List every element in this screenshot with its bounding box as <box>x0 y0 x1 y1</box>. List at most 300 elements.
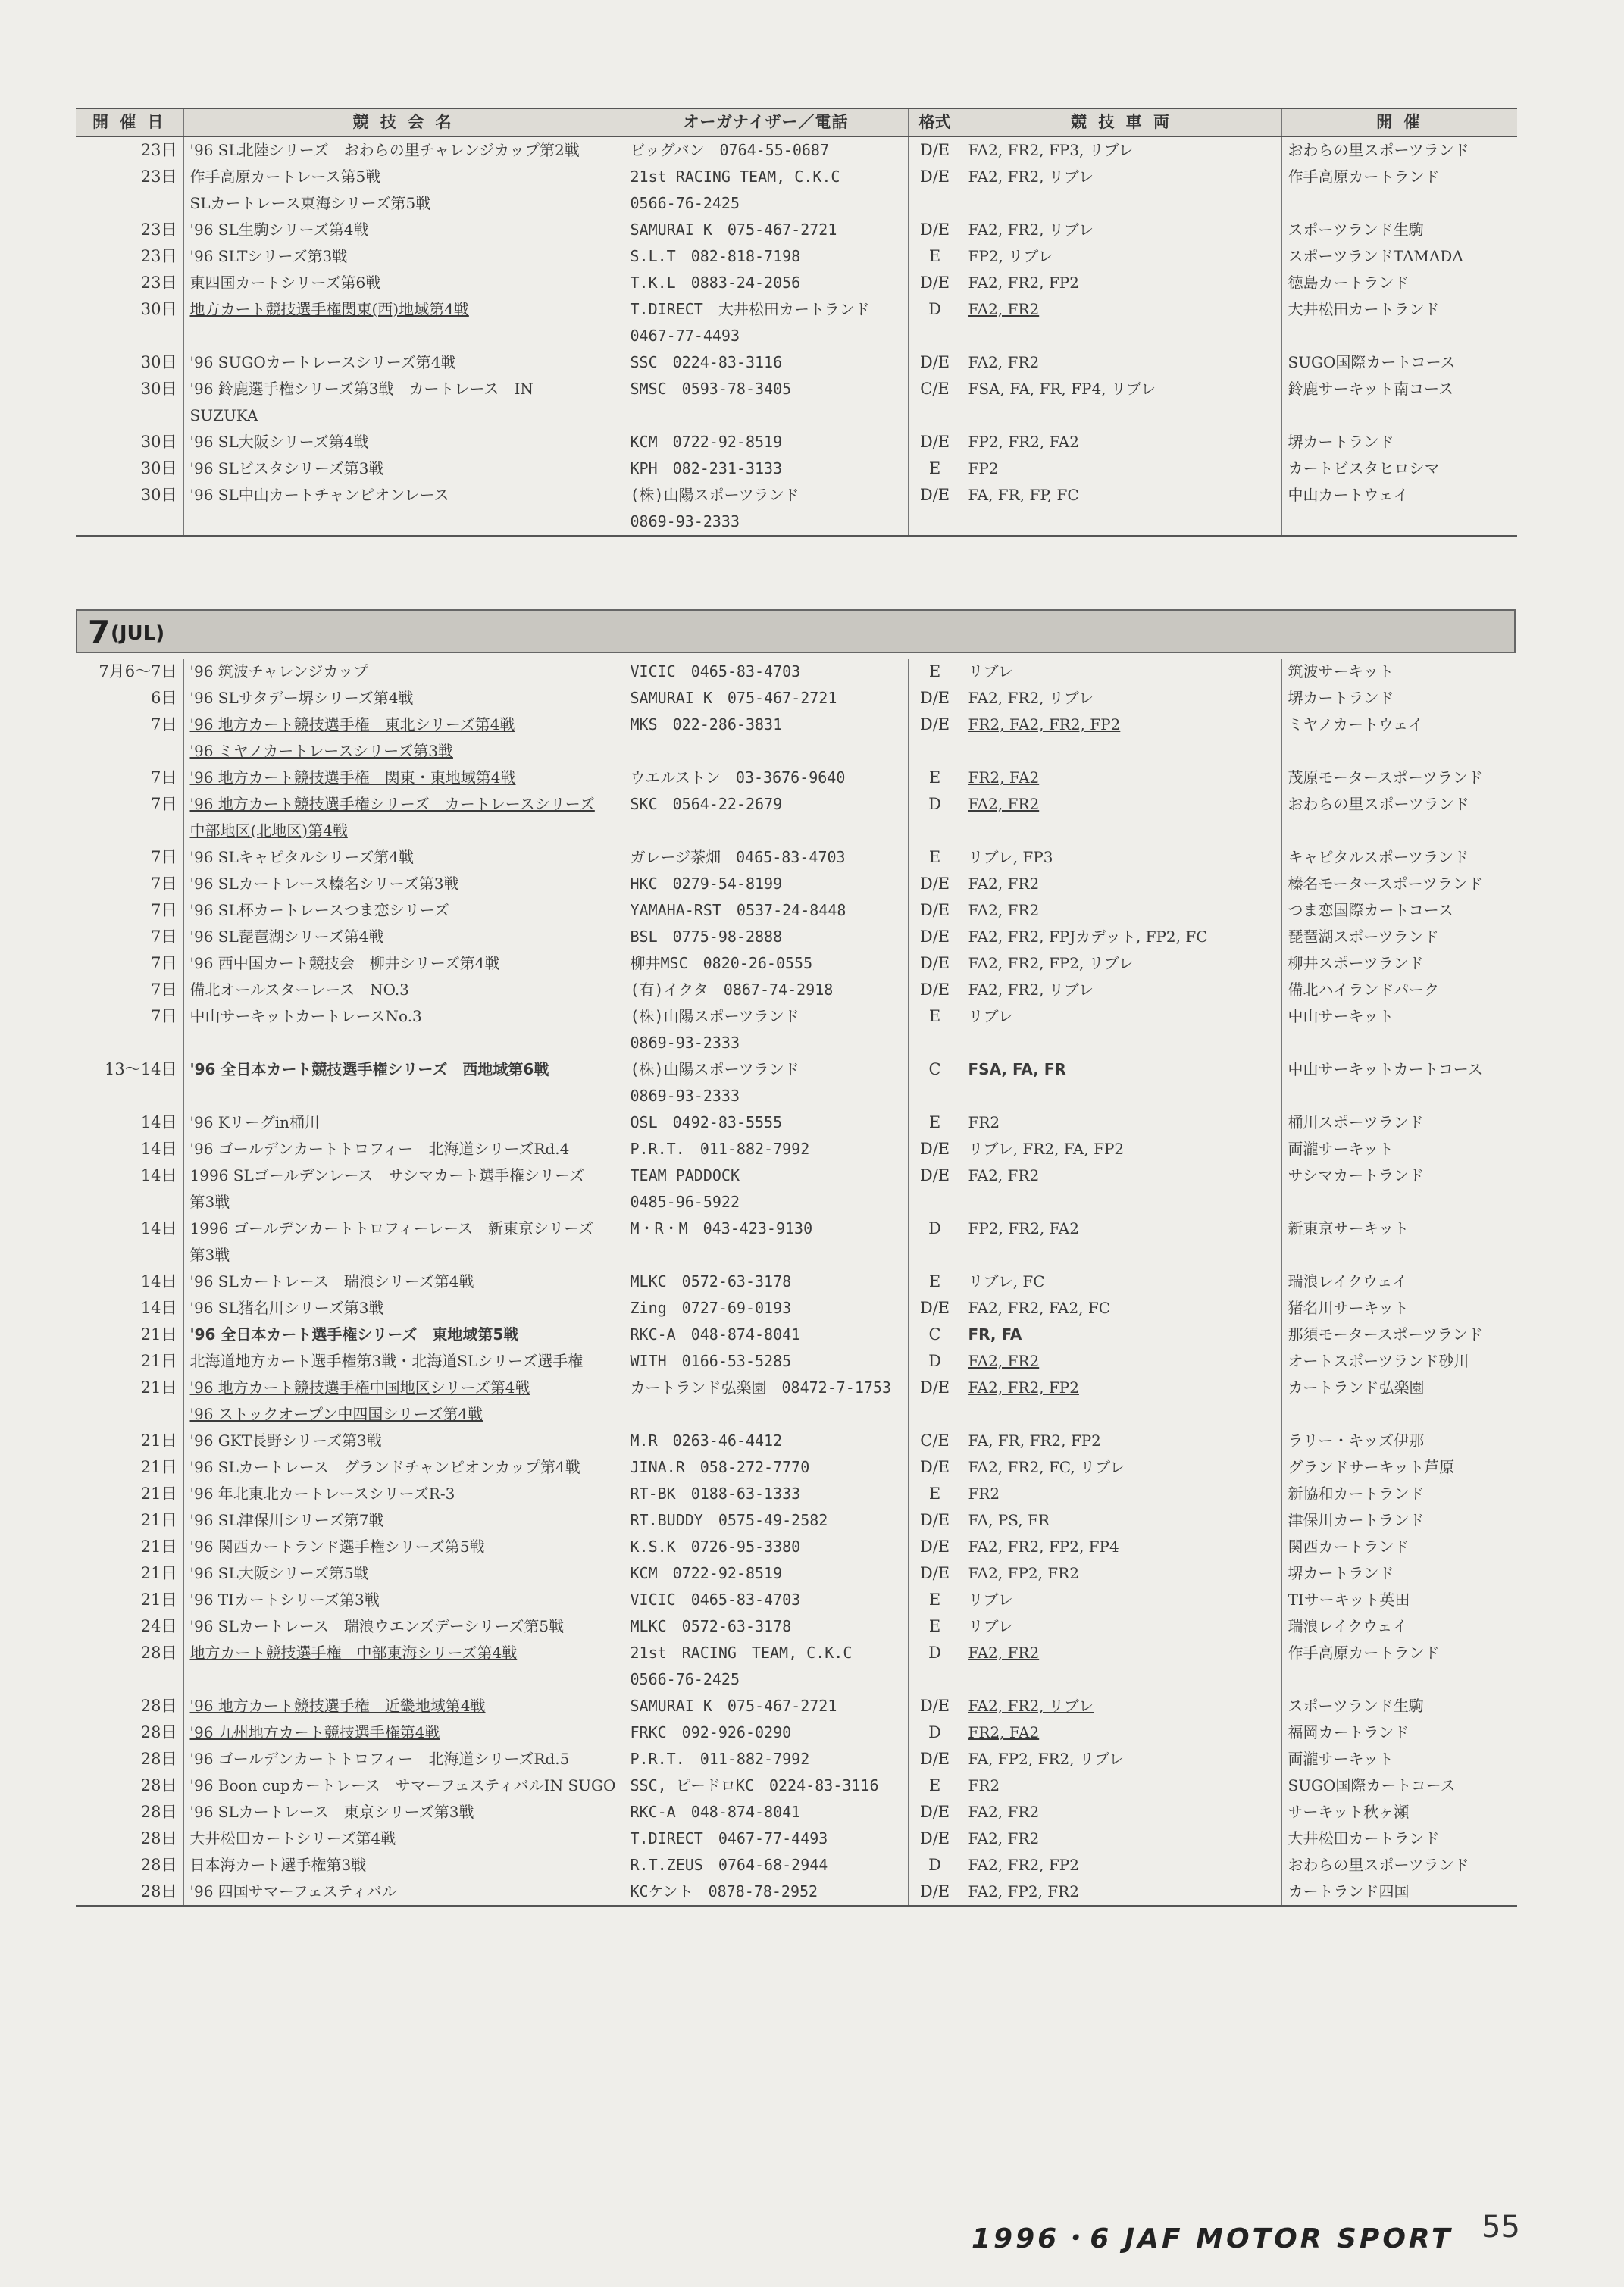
header-category: 競 技 車 両 <box>962 108 1281 136</box>
event-format: D/E <box>908 1746 962 1772</box>
table-row <box>76 1613 1517 1640</box>
event-date: 7日 <box>151 1007 177 1025</box>
table-row <box>76 1719 1517 1746</box>
month-tag: (JUL) <box>111 622 165 645</box>
table-row <box>76 1481 1517 1507</box>
event-venue: SUGO国際カートコース <box>1281 349 1517 376</box>
event-format: D/E <box>908 924 962 950</box>
vehicle-class: FA2, FR2 <box>962 349 1281 376</box>
event-venue <box>1281 1401 1517 1428</box>
organizer-phone: P.R.T. 011-882-7992 <box>624 1746 908 1772</box>
event-name: '96 SL琵琶湖シリーズ第4戦 <box>183 924 624 950</box>
event-name: '96 鈴鹿選手権シリーズ第3戦 カートレース IN <box>183 376 624 402</box>
table-row <box>76 1083 1517 1109</box>
event-format <box>908 1189 962 1215</box>
event-date: 21日 <box>140 1564 177 1582</box>
organizer-phone: WITH 0166-53-5285 <box>624 1348 908 1375</box>
event-venue: オートスポーツランド砂川 <box>1281 1348 1517 1375</box>
event-venue: 茂原モータースポーツランド <box>1281 765 1517 791</box>
event-venue: 瑞浪レイクウェイ <box>1281 1269 1517 1295</box>
event-format: E <box>908 1772 962 1799</box>
event-venue <box>1281 1083 1517 1109</box>
event-venue <box>1281 1242 1517 1269</box>
event-date <box>76 1401 183 1428</box>
event-format: D/E <box>908 1375 962 1401</box>
table-row <box>76 1772 1517 1799</box>
event-date: 28日 <box>140 1644 177 1662</box>
event-venue: スポーツランドTAMADA <box>1281 243 1517 270</box>
table-row <box>76 1189 1517 1215</box>
table-row <box>76 455 1517 482</box>
event-date: 13～14日 <box>105 1060 177 1078</box>
organizer-phone <box>624 402 908 429</box>
event-format: D/E <box>908 349 962 376</box>
event-name: '96 九州地方カート競技選手権第4戦 <box>183 1719 624 1746</box>
event-name: '96 SL猪名川シリーズ第3戦 <box>183 1295 624 1322</box>
vehicle-class: FSA, FA, FR <box>962 1056 1281 1083</box>
event-date: 23日 <box>140 221 177 239</box>
table-row <box>76 1348 1517 1375</box>
event-venue: 榛名モータースポーツランド <box>1281 871 1517 897</box>
event-venue: おわらの里スポーツランド <box>1281 136 1517 164</box>
table-row <box>76 323 1517 349</box>
event-format: D/E <box>908 1693 962 1719</box>
organizer-phone <box>624 1401 908 1428</box>
organizer-phone: FRKC 092-926-0290 <box>624 1719 908 1746</box>
table-row <box>76 1375 1517 1401</box>
vehicle-class: FA2, FP2, FR2 <box>962 1879 1281 1906</box>
event-format: D/E <box>908 429 962 455</box>
header-date: 開 催 日 <box>76 108 183 136</box>
event-format: D/E <box>908 217 962 243</box>
event-format <box>908 402 962 429</box>
event-name: '96 SL津保川シリーズ第7戦 <box>183 1507 624 1534</box>
table-row <box>76 1162 1517 1189</box>
table-row <box>76 376 1517 402</box>
event-name <box>183 1030 624 1056</box>
event-name: '96 関西カートランド選手権シリーズ第5戦 <box>183 1534 624 1560</box>
event-name: '96 GKT長野シリーズ第3戦 <box>183 1428 624 1454</box>
event-venue: ラリー・キッズ伊那 <box>1281 1428 1517 1454</box>
vehicle-class <box>962 402 1281 429</box>
event-date: 30日 <box>140 380 177 398</box>
vehicle-class: FA2, FR2, FP2, リブレ <box>962 950 1281 977</box>
event-format: D/E <box>908 897 962 924</box>
organizer-phone: SKC 0564-22-2679 <box>624 791 908 818</box>
organizer-phone: SSC, ピードロKC 0224-83-3116 <box>624 1772 908 1799</box>
event-venue: 関西カートランド <box>1281 1534 1517 1560</box>
table-row <box>76 1560 1517 1587</box>
event-name <box>183 508 624 536</box>
event-date: 21日 <box>140 1511 177 1529</box>
organizer-phone: 0566-76-2425 <box>624 190 908 217</box>
event-date <box>76 1666 183 1693</box>
event-date <box>76 323 183 349</box>
vehicle-class <box>962 1030 1281 1056</box>
event-date <box>76 1030 183 1056</box>
table-row <box>76 1295 1517 1322</box>
event-venue: 瑞浪レイクウェイ <box>1281 1613 1517 1640</box>
event-format <box>908 1083 962 1109</box>
vehicle-class <box>962 508 1281 536</box>
vehicle-class <box>962 190 1281 217</box>
vehicle-class: FR2, FA2, FR2, FP2 <box>962 712 1281 738</box>
event-date: 14日 <box>140 1272 177 1291</box>
organizer-phone: YAMAHA-RST 0537-24-8448 <box>624 897 908 924</box>
event-venue: 柳井スポーツランド <box>1281 950 1517 977</box>
table-row <box>76 1401 1517 1428</box>
event-format: D <box>908 1852 962 1879</box>
table-row <box>76 844 1517 871</box>
event-format <box>908 1666 962 1693</box>
table-row <box>76 1056 1517 1083</box>
table-row <box>76 791 1517 818</box>
organizer-phone: KCM 0722-92-8519 <box>624 1560 908 1587</box>
vehicle-class: リブレ, FP3 <box>962 844 1281 871</box>
event-format: D/E <box>908 482 962 508</box>
table-row <box>76 243 1517 270</box>
event-name: 第3戦 <box>183 1242 624 1269</box>
organizer-phone: RT.BUDDY 0575-49-2582 <box>624 1507 908 1534</box>
event-date <box>76 738 183 765</box>
vehicle-class: FA2, FR2 <box>962 1640 1281 1666</box>
vehicle-class <box>962 1666 1281 1693</box>
event-name: '96 SLカートレース 瑞浪ウエンズデーシリーズ第5戦 <box>183 1613 624 1640</box>
organizer-phone <box>624 818 908 844</box>
table-row <box>76 765 1517 791</box>
event-name: '96 SL中山カートチャンピオンレース <box>183 482 624 508</box>
event-name: '96 ストックオープン中四国シリーズ第4戦 <box>183 1401 624 1428</box>
event-venue: 堺カートランド <box>1281 685 1517 712</box>
july-rows <box>76 659 1517 1906</box>
vehicle-class: FSA, FA, FR, FP4, リブレ <box>962 376 1281 402</box>
vehicle-class: FA2, FR2, FPJカデット, FP2, FC <box>962 924 1281 950</box>
event-date: 28日 <box>140 1723 177 1741</box>
event-name: '96 SLカートレース 瑞浪シリーズ第4戦 <box>183 1269 624 1295</box>
event-date: 28日 <box>140 1856 177 1874</box>
event-name: 日本海カート選手権第3戦 <box>183 1852 624 1879</box>
event-venue: 堺カートランド <box>1281 1560 1517 1587</box>
table-row <box>76 136 1517 164</box>
table-row <box>76 349 1517 376</box>
organizer-phone: 0566-76-2425 <box>624 1666 908 1693</box>
event-name: 1996 SLゴールデンレース サシマカート選手権シリーズ <box>183 1162 624 1189</box>
organizer-phone: 0869-93-2333 <box>624 1030 908 1056</box>
vehicle-class: FA2, FR2 <box>962 296 1281 323</box>
event-format <box>908 508 962 536</box>
event-date: 6日 <box>151 689 177 707</box>
event-date: 21日 <box>140 1538 177 1556</box>
event-date: 7日 <box>151 928 177 946</box>
event-format: D <box>908 791 962 818</box>
event-date: 23日 <box>140 247 177 265</box>
organizer-phone: 柳井MSC 0820-26-0555 <box>624 950 908 977</box>
vehicle-class: FR, FA <box>962 1322 1281 1348</box>
event-format: E <box>908 1481 962 1507</box>
organizer-phone: KCM 0722-92-8519 <box>624 429 908 455</box>
organizer-phone: R.T.ZEUS 0764-68-2944 <box>624 1852 908 1879</box>
event-format: C <box>908 1322 962 1348</box>
event-format: D/E <box>908 1454 962 1481</box>
header-venue: 開 催 <box>1281 108 1517 136</box>
event-date <box>76 818 183 844</box>
event-name: SLカートレース東海シリーズ第5戦 <box>183 190 624 217</box>
event-venue: 両瀧サーキット <box>1281 1746 1517 1772</box>
table-row <box>76 1136 1517 1162</box>
event-name: 中部地区(北地区)第4戦 <box>183 818 624 844</box>
event-name: 第3戦 <box>183 1189 624 1215</box>
event-name: '96 Boon cupカートレース サマーフェスティバルIN SUGO <box>183 1772 624 1799</box>
event-venue: SUGO国際カートコース <box>1281 1772 1517 1799</box>
organizer-phone: OSL 0492-83-5555 <box>624 1109 908 1136</box>
event-venue: 福岡カートランド <box>1281 1719 1517 1746</box>
month-number: 7 <box>88 614 111 651</box>
organizer-phone: SMSC 0593-78-3405 <box>624 376 908 402</box>
organizer-phone <box>624 1242 908 1269</box>
header-organizer: オーガナイザー／電話 <box>624 108 908 136</box>
magazine-footer-title: 1996・6 JAF MOTOR SPORT <box>972 2223 1453 2254</box>
event-venue <box>1281 323 1517 349</box>
event-format: E <box>908 844 962 871</box>
event-venue: おわらの里スポーツランド <box>1281 1852 1517 1879</box>
table-row <box>76 1879 1517 1906</box>
organizer-phone: ガレージ茶畑 0465-83-4703 <box>624 844 908 871</box>
event-name: '96 SLサタデー堺シリーズ第4戦 <box>183 685 624 712</box>
organizer-phone: VICIC 0465-83-4703 <box>624 1587 908 1613</box>
table-row <box>76 1428 1517 1454</box>
event-venue: スポーツランド生駒 <box>1281 217 1517 243</box>
event-venue <box>1281 818 1517 844</box>
vehicle-class: FR2 <box>962 1109 1281 1136</box>
table-row <box>76 1587 1517 1613</box>
event-name <box>183 1083 624 1109</box>
event-date: 7日 <box>151 981 177 999</box>
organizer-phone: BSL 0775-98-2888 <box>624 924 908 950</box>
event-format: E <box>908 765 962 791</box>
month-banner <box>76 609 1516 653</box>
organizer-phone: SAMURAI K 075-467-2721 <box>624 217 908 243</box>
table-row <box>76 1852 1517 1879</box>
vehicle-class: FP2, FR2, FA2 <box>962 429 1281 455</box>
vehicle-class: FA2, FR2, FP2 <box>962 1852 1281 1879</box>
event-name: '96 ミヤノカートレースシリーズ第3戦 <box>183 738 624 765</box>
event-venue: 作手高原カートランド <box>1281 1640 1517 1666</box>
event-date: 30日 <box>140 353 177 371</box>
june-rows <box>76 136 1517 536</box>
organizer-phone: カートランド弘楽園 08472-7-1753 <box>624 1375 908 1401</box>
table-row <box>76 1322 1517 1348</box>
event-name: '96 地方カート競技選手権 東北シリーズ第4戦 <box>183 712 624 738</box>
organizer-phone: RT-BK 0188-63-1333 <box>624 1481 908 1507</box>
organizer-phone: 0869-93-2333 <box>624 508 908 536</box>
event-date <box>76 190 183 217</box>
table-row <box>76 1109 1517 1136</box>
event-format <box>908 818 962 844</box>
event-date: 7日 <box>151 848 177 866</box>
event-date: 28日 <box>140 1697 177 1715</box>
event-name: '96 SLカートレース 東京シリーズ第3戦 <box>183 1799 624 1826</box>
organizer-phone: MKS 022-286-3831 <box>624 712 908 738</box>
organizer-phone: 0869-93-2333 <box>624 1083 908 1109</box>
vehicle-class: FA2, FR2, リブレ <box>962 164 1281 190</box>
vehicle-class <box>962 1401 1281 1428</box>
table-row <box>76 1454 1517 1481</box>
event-date: 21日 <box>140 1431 177 1450</box>
organizer-phone: T.K.L 0883-24-2056 <box>624 270 908 296</box>
event-date: 7日 <box>151 954 177 972</box>
event-date: 21日 <box>140 1591 177 1609</box>
event-name: '96 筑波チャレンジカップ <box>183 659 624 685</box>
event-name: '96 四国サマーフェスティバル <box>183 1879 624 1906</box>
table-row <box>76 217 1517 243</box>
organizer-phone: ウエルストン 03-3676-9640 <box>624 765 908 791</box>
organizer-phone: ビッグバン 0764-55-0687 <box>624 136 908 164</box>
event-venue: サシマカートランド <box>1281 1162 1517 1189</box>
june-schedule-table <box>76 108 1517 537</box>
organizer-phone: M・R・M 043-423-9130 <box>624 1215 908 1242</box>
organizer-phone: (株)山陽スポーツランド <box>624 1056 908 1083</box>
organizer-phone: M.R 0263-46-4412 <box>624 1428 908 1454</box>
vehicle-class: リブレ <box>962 1613 1281 1640</box>
table-row <box>76 1666 1517 1693</box>
vehicle-class: FA2, FR2, リブレ <box>962 217 1281 243</box>
vehicle-class: FA2, FR2, FC, リブレ <box>962 1454 1281 1481</box>
vehicle-class: FA2, FR2 <box>962 871 1281 897</box>
event-name: '96 年北東北カートレースシリーズR-3 <box>183 1481 624 1507</box>
event-date: 21日 <box>140 1485 177 1503</box>
table-row <box>76 1746 1517 1772</box>
table-row <box>76 738 1517 765</box>
event-name: '96 SL生駒シリーズ第4戦 <box>183 217 624 243</box>
vehicle-class <box>962 323 1281 349</box>
event-venue <box>1281 190 1517 217</box>
event-name <box>183 1666 624 1693</box>
event-venue: 中山サーキット <box>1281 1003 1517 1030</box>
event-venue: 備北ハイランドパーク <box>1281 977 1517 1003</box>
vehicle-class <box>962 818 1281 844</box>
event-venue: 新協和カートランド <box>1281 1481 1517 1507</box>
organizer-phone: KPH 082-231-3133 <box>624 455 908 482</box>
table-row <box>76 1534 1517 1560</box>
event-format: E <box>908 1587 962 1613</box>
vehicle-class: FA2, FR2 <box>962 1799 1281 1826</box>
vehicle-class: FA2, FR2 <box>962 791 1281 818</box>
event-name: '96 SLキャピタルシリーズ第4戦 <box>183 844 624 871</box>
organizer-phone: 0485-96-5922 <box>624 1189 908 1215</box>
event-format: C/E <box>908 1428 962 1454</box>
event-venue: 猪名川サーキット <box>1281 1295 1517 1322</box>
event-name: '96 全日本カート選手権シリーズ 東地域第5戦 <box>183 1322 624 1348</box>
table-row <box>76 897 1517 924</box>
event-name <box>183 323 624 349</box>
event-venue: グランドサーキット芦原 <box>1281 1454 1517 1481</box>
event-date: 14日 <box>140 1219 177 1237</box>
vehicle-class: FA2, FR2 <box>962 1348 1281 1375</box>
event-date: 28日 <box>140 1829 177 1847</box>
event-format <box>908 190 962 217</box>
event-name: '96 Kリーグin桶川 <box>183 1109 624 1136</box>
event-date: 7日 <box>151 715 177 734</box>
event-venue: おわらの里スポーツランド <box>1281 791 1517 818</box>
organizer-phone: 0467-77-4493 <box>624 323 908 349</box>
organizer-phone: KCケント 0878-78-2952 <box>624 1879 908 1906</box>
event-date <box>76 508 183 536</box>
organizer-phone: P.R.T. 011-882-7992 <box>624 1136 908 1162</box>
table-row <box>76 924 1517 950</box>
event-name: '96 地方カート競技選手権 近畿地域第4戦 <box>183 1693 624 1719</box>
vehicle-class <box>962 738 1281 765</box>
event-format: E <box>908 1109 962 1136</box>
event-date: 28日 <box>76 1879 183 1906</box>
event-format: D/E <box>908 1879 962 1906</box>
vehicle-class: リブレ <box>962 1587 1281 1613</box>
table-row <box>76 1799 1517 1826</box>
event-date <box>76 1083 183 1109</box>
event-format: E <box>908 1269 962 1295</box>
table-header-row <box>76 108 1517 136</box>
event-format: D <box>908 1640 962 1666</box>
vehicle-class: リブレ <box>962 659 1281 685</box>
event-venue: 徳島カートランド <box>1281 270 1517 296</box>
event-venue: 津保川カートランド <box>1281 1507 1517 1534</box>
event-date: 14日 <box>140 1166 177 1184</box>
event-name: 中山サーキットカートレースNo.3 <box>183 1003 624 1030</box>
event-venue: 筑波サーキット <box>1281 659 1517 685</box>
table-row <box>76 1269 1517 1295</box>
vehicle-class: FR2, FA2 <box>962 1719 1281 1746</box>
event-venue: つま恋国際カートコース <box>1281 897 1517 924</box>
table-row <box>76 1003 1517 1030</box>
event-date: 7日 <box>151 874 177 893</box>
event-format: D/E <box>908 270 962 296</box>
event-date: 23日 <box>140 274 177 292</box>
event-venue: 琵琶湖スポーツランド <box>1281 924 1517 950</box>
event-venue <box>1281 1666 1517 1693</box>
event-name: '96 SL大阪シリーズ第5戦 <box>183 1560 624 1587</box>
event-venue <box>1281 1030 1517 1056</box>
event-venue: カートランド弘楽園 <box>1281 1375 1517 1401</box>
vehicle-class: FR2 <box>962 1481 1281 1507</box>
organizer-phone: SAMURAI K 075-467-2721 <box>624 1693 908 1719</box>
event-name: '96 SL大阪シリーズ第4戦 <box>183 429 624 455</box>
event-venue: カートビスタヒロシマ <box>1281 455 1517 482</box>
vehicle-class: FA2, FR2 <box>962 1162 1281 1189</box>
event-venue: カートランド四国 <box>1281 1879 1517 1906</box>
organizer-phone: T.DIRECT 大井松田カートランド <box>624 296 908 323</box>
organizer-phone <box>624 738 908 765</box>
organizer-phone: Zing 0727-69-0193 <box>624 1295 908 1322</box>
vehicle-class: FA2, FR2 <box>962 1826 1281 1852</box>
table-row <box>76 871 1517 897</box>
event-name: '96 ゴールデンカートトロフィー 北海道シリーズRd.4 <box>183 1136 624 1162</box>
vehicle-class: FA, PS, FR <box>962 1507 1281 1534</box>
event-venue: 那須モータースポーツランド <box>1281 1322 1517 1348</box>
vehicle-class: FP2, FR2, FA2 <box>962 1215 1281 1242</box>
organizer-phone: MLKC 0572-63-3178 <box>624 1613 908 1640</box>
event-date <box>76 402 183 429</box>
event-venue: 中山カートウェイ <box>1281 482 1517 508</box>
event-format: D/E <box>908 136 962 164</box>
event-venue: 作手高原カートランド <box>1281 164 1517 190</box>
july-schedule-table <box>76 659 1517 1907</box>
organizer-phone: SAMURAI K 075-467-2721 <box>624 685 908 712</box>
event-format: D/E <box>908 1295 962 1322</box>
event-date: 23日 <box>140 167 177 186</box>
event-date: 30日 <box>140 459 177 477</box>
event-name: 備北オールスターレース NO.3 <box>183 977 624 1003</box>
organizer-phone: SSC 0224-83-3116 <box>624 349 908 376</box>
event-format: D/E <box>908 871 962 897</box>
